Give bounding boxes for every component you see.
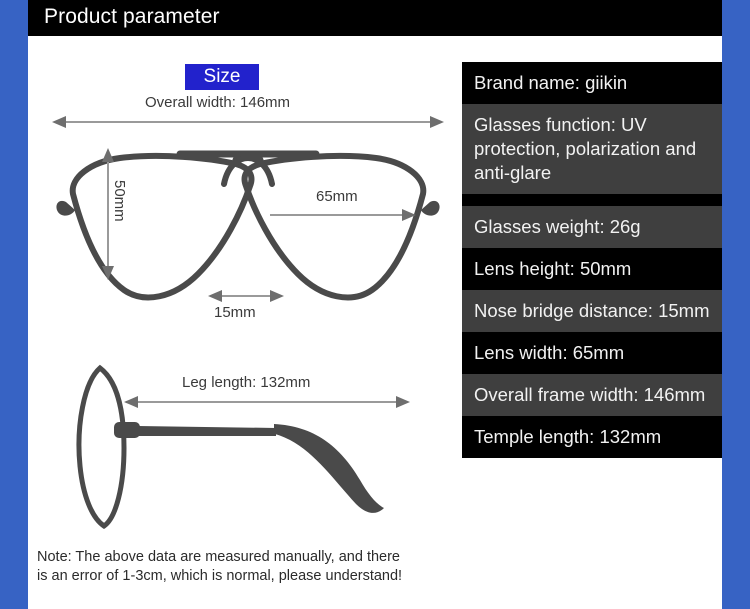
right-blue-border: [722, 0, 750, 609]
spec-row-spacer: [462, 194, 722, 206]
spec-row: Temple length: 132mm: [462, 416, 722, 458]
lens-width-label: 65mm: [316, 188, 358, 205]
note-line-1: Note: The above data are measured manually, and there: [37, 549, 400, 565]
measurement-note: [37, 548, 477, 586]
note-line-2: is an error of 1-3cm, which is normal, please understand!: [37, 568, 403, 584]
front-view-diagram: [28, 94, 468, 358]
specification-panel: [462, 62, 722, 458]
temple-arm: [138, 426, 276, 436]
header-bar: [28, 0, 722, 36]
side-hinge-block: [114, 422, 140, 438]
leg-length-label: Leg length: 132mm: [182, 374, 311, 391]
right-hinge-nub: [421, 201, 440, 216]
overall-width-arrow: [52, 116, 444, 128]
spec-row: Lens height: 50mm: [462, 248, 722, 290]
bridge-width-label: 15mm: [214, 304, 256, 321]
lens-width-arrow: [270, 209, 416, 221]
spec-row: Glasses function: UV protection, polarization and anti-glare: [462, 104, 722, 194]
side-lens-outline: [79, 368, 124, 526]
spec-row: Nose bridge distance: 15mm: [462, 290, 722, 332]
spec-row: Glasses weight: 26g: [462, 206, 722, 248]
size-badge-label: Size: [203, 66, 241, 87]
overall-width-label: Overall width: 146mm: [145, 94, 291, 111]
leg-length-arrow: [124, 396, 410, 408]
size-badge: [185, 64, 259, 90]
content-canvas: [28, 36, 722, 609]
side-view-diagram: [28, 356, 468, 546]
lens-height-label: 50mm: [111, 180, 128, 222]
left-blue-border: [0, 0, 28, 609]
left-hinge-nub: [56, 201, 75, 216]
spec-row: Lens width: 65mm: [462, 332, 722, 374]
temple-tip: [274, 424, 384, 513]
bridge-width-arrow: [208, 290, 284, 302]
page-title: Product parameter: [44, 5, 220, 28]
spec-row: Brand name: giikin: [462, 62, 722, 104]
spec-row: Overall frame width: 146mm: [462, 374, 722, 416]
